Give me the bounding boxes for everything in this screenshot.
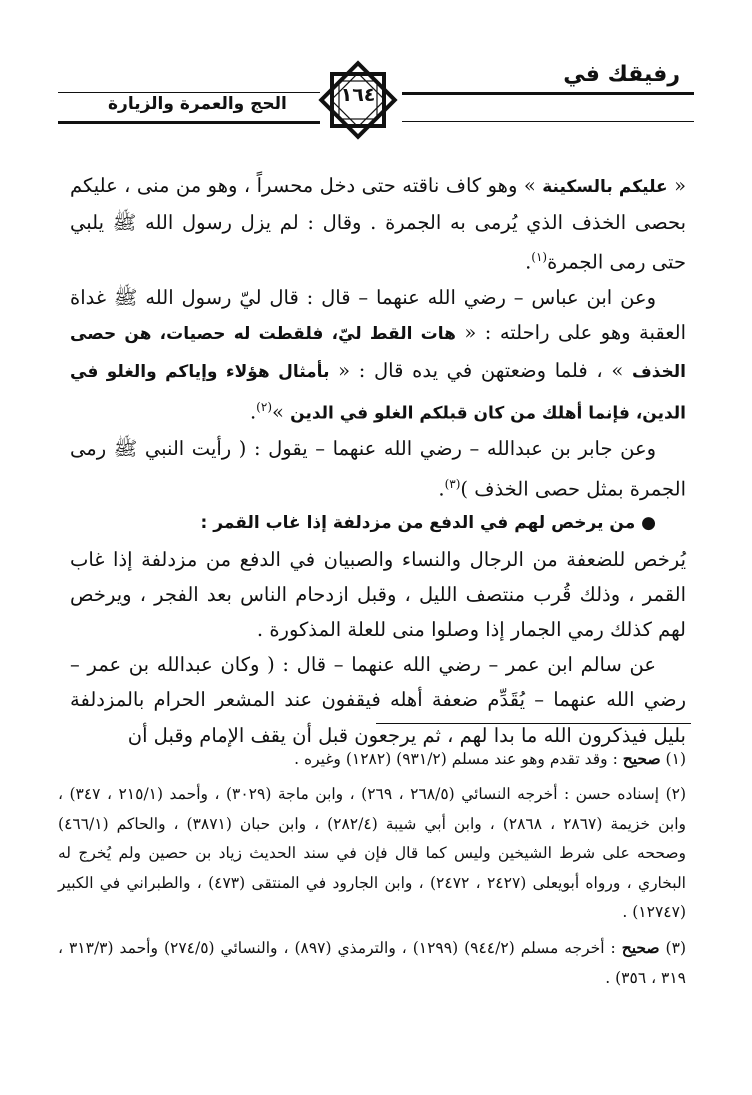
footnote-grade: صحيح xyxy=(622,749,661,768)
p2-text-mid: » ، فلما وضعتهن في يده قال : « xyxy=(329,358,632,382)
p2-hadith-quote-1: هات القط ليّ، فلقطت له حصيات، هن حصى الخذف xyxy=(70,324,687,382)
paragraph-3 xyxy=(70,431,686,506)
p1-quote-open: « xyxy=(667,174,686,197)
footnote-number: (١) xyxy=(665,750,686,768)
header-rule-bottom-right xyxy=(402,121,694,122)
footnote-text: إسناده حسن : أخرجه النسائي (٢٦٨/٥ ، ٢٦٩) ، وابن ماجة (٣٠٢٩) ، وأحمد (٢١٥/١ ، ٣٤٧) ، وابن خزيمة (٢٨٦٧ ، ٢٨٦٨) ، وابن أبي شيبة (٢٨٢/٤) ، وابن حبان (٣٨٧١) ، والحاكم (٤٦٦/١) وصححه على شرط الشيخين وليس كما قال فإن في سند الحديث زياد بن حصين ولم يُخرج له البخاري ، ورواه أبويعلى (٢٤٢٧ ، ٢٤٧٢) ، وابن الجارود في المنتقى (٤٧٣) ، والطبراني في الكبير (١٢٧٤٧) . xyxy=(58,785,687,922)
p1-hadith-quote: عليكم بالسكينة xyxy=(542,177,668,197)
p1-end: . xyxy=(525,250,532,274)
footnotes xyxy=(58,744,686,999)
header-book-title: رفيقك في xyxy=(563,62,680,87)
paragraph-5: عن سالم ابن عمر – رضي الله عنهما – قال : ( وكان عبدالله بن عمر – رضي الله عنهما – يُقَدِّم ضعفة أهله فيقفون عند المشعر الحرام بالمزدلفة بليل فيذكرون الله ما بدا لهم ، ثم يرجعون قبل أن يقف الإمام وقبل أن xyxy=(70,653,686,747)
footnote-separator xyxy=(376,723,691,724)
footnote-text: : أخرجه مسلم (٩٤٤/٢) (١٢٩٩) ، والترمذي (٨٩٧) ، والنسائي (٢٧٤/٥) وأحمد (٣١٣/٣ ، ٣١٩ ، ٣٥٦) . xyxy=(58,939,686,987)
p1-text: » وهو كاف ناقته حتى دخل محسراً ، وهو من منى ، عليكم بحصى الخذف الذي يُرمى به الجمرة . وقال : لم يزل رسول الله ﷺ يلبي حتى رمى الجمرة xyxy=(70,174,686,274)
footnote-number: (٣) xyxy=(665,939,686,958)
header-book-subtitle: الحج والعمرة والزيارة xyxy=(108,94,287,114)
p2-hadith-quote-2: بأمثال هؤلاء وإياكم والغلو في الدين، فإنما أهلك من كان قبلكم الغلو في الدين xyxy=(70,361,686,424)
footnote-2 xyxy=(58,780,686,927)
p3-end: . xyxy=(438,477,445,501)
p2-end: . xyxy=(249,400,257,424)
footnote-1 xyxy=(58,744,686,774)
p2-text-end: » xyxy=(272,400,291,424)
footnote-text: : وقد تقدم وهو عند مسلم (٩٣١/٢) (١٢٨٢) وغيره . xyxy=(294,750,623,768)
header-rule-top-left xyxy=(58,92,320,93)
paragraph-2 xyxy=(70,280,686,431)
footnote-ref-1: (١) xyxy=(531,250,548,265)
p2-text-start: وعن ابن عباس – رضي الله عنهما – قال : قال ليّ رسول الله ﷺ غداة العقبة وهو على راحلته : « xyxy=(70,286,686,345)
section-heading: ● من يرخص لهم في الدفع من مزدلفة إذا غاب القمر : xyxy=(200,513,656,534)
paragraph-4: يُرخص للضعفة من الرجال والنساء والصبيان في الدفع من مزدلفة إذا غاب القمر ، وذلك قُرب منتصف الليل ، وقبل ازدحام الناس بعد الفجر ، ويرخص لهم كذلك رمي الجمار إذا وصلوا منى للعلة المذكورة . xyxy=(70,547,686,641)
footnote-number: (٢) xyxy=(665,785,687,804)
page-number: ١٦٤ xyxy=(340,84,376,106)
footnote-3 xyxy=(58,933,686,993)
p3-text: وعن جابر بن عبدالله – رضي الله عنهما – يقول : ( رأيت النبي ﷺ رمى الجمرة بمثل حصى الخذف ) xyxy=(70,437,686,501)
footnote-ref-3: (٣) xyxy=(444,476,461,491)
header-rule-top-right xyxy=(402,92,694,95)
header-rule-bottom-left xyxy=(58,121,320,124)
paragraph-1 xyxy=(70,168,686,280)
footnote-grade: صحيح xyxy=(621,938,660,958)
main-text xyxy=(70,168,686,753)
footnote-ref-2: (٢) xyxy=(256,399,272,414)
